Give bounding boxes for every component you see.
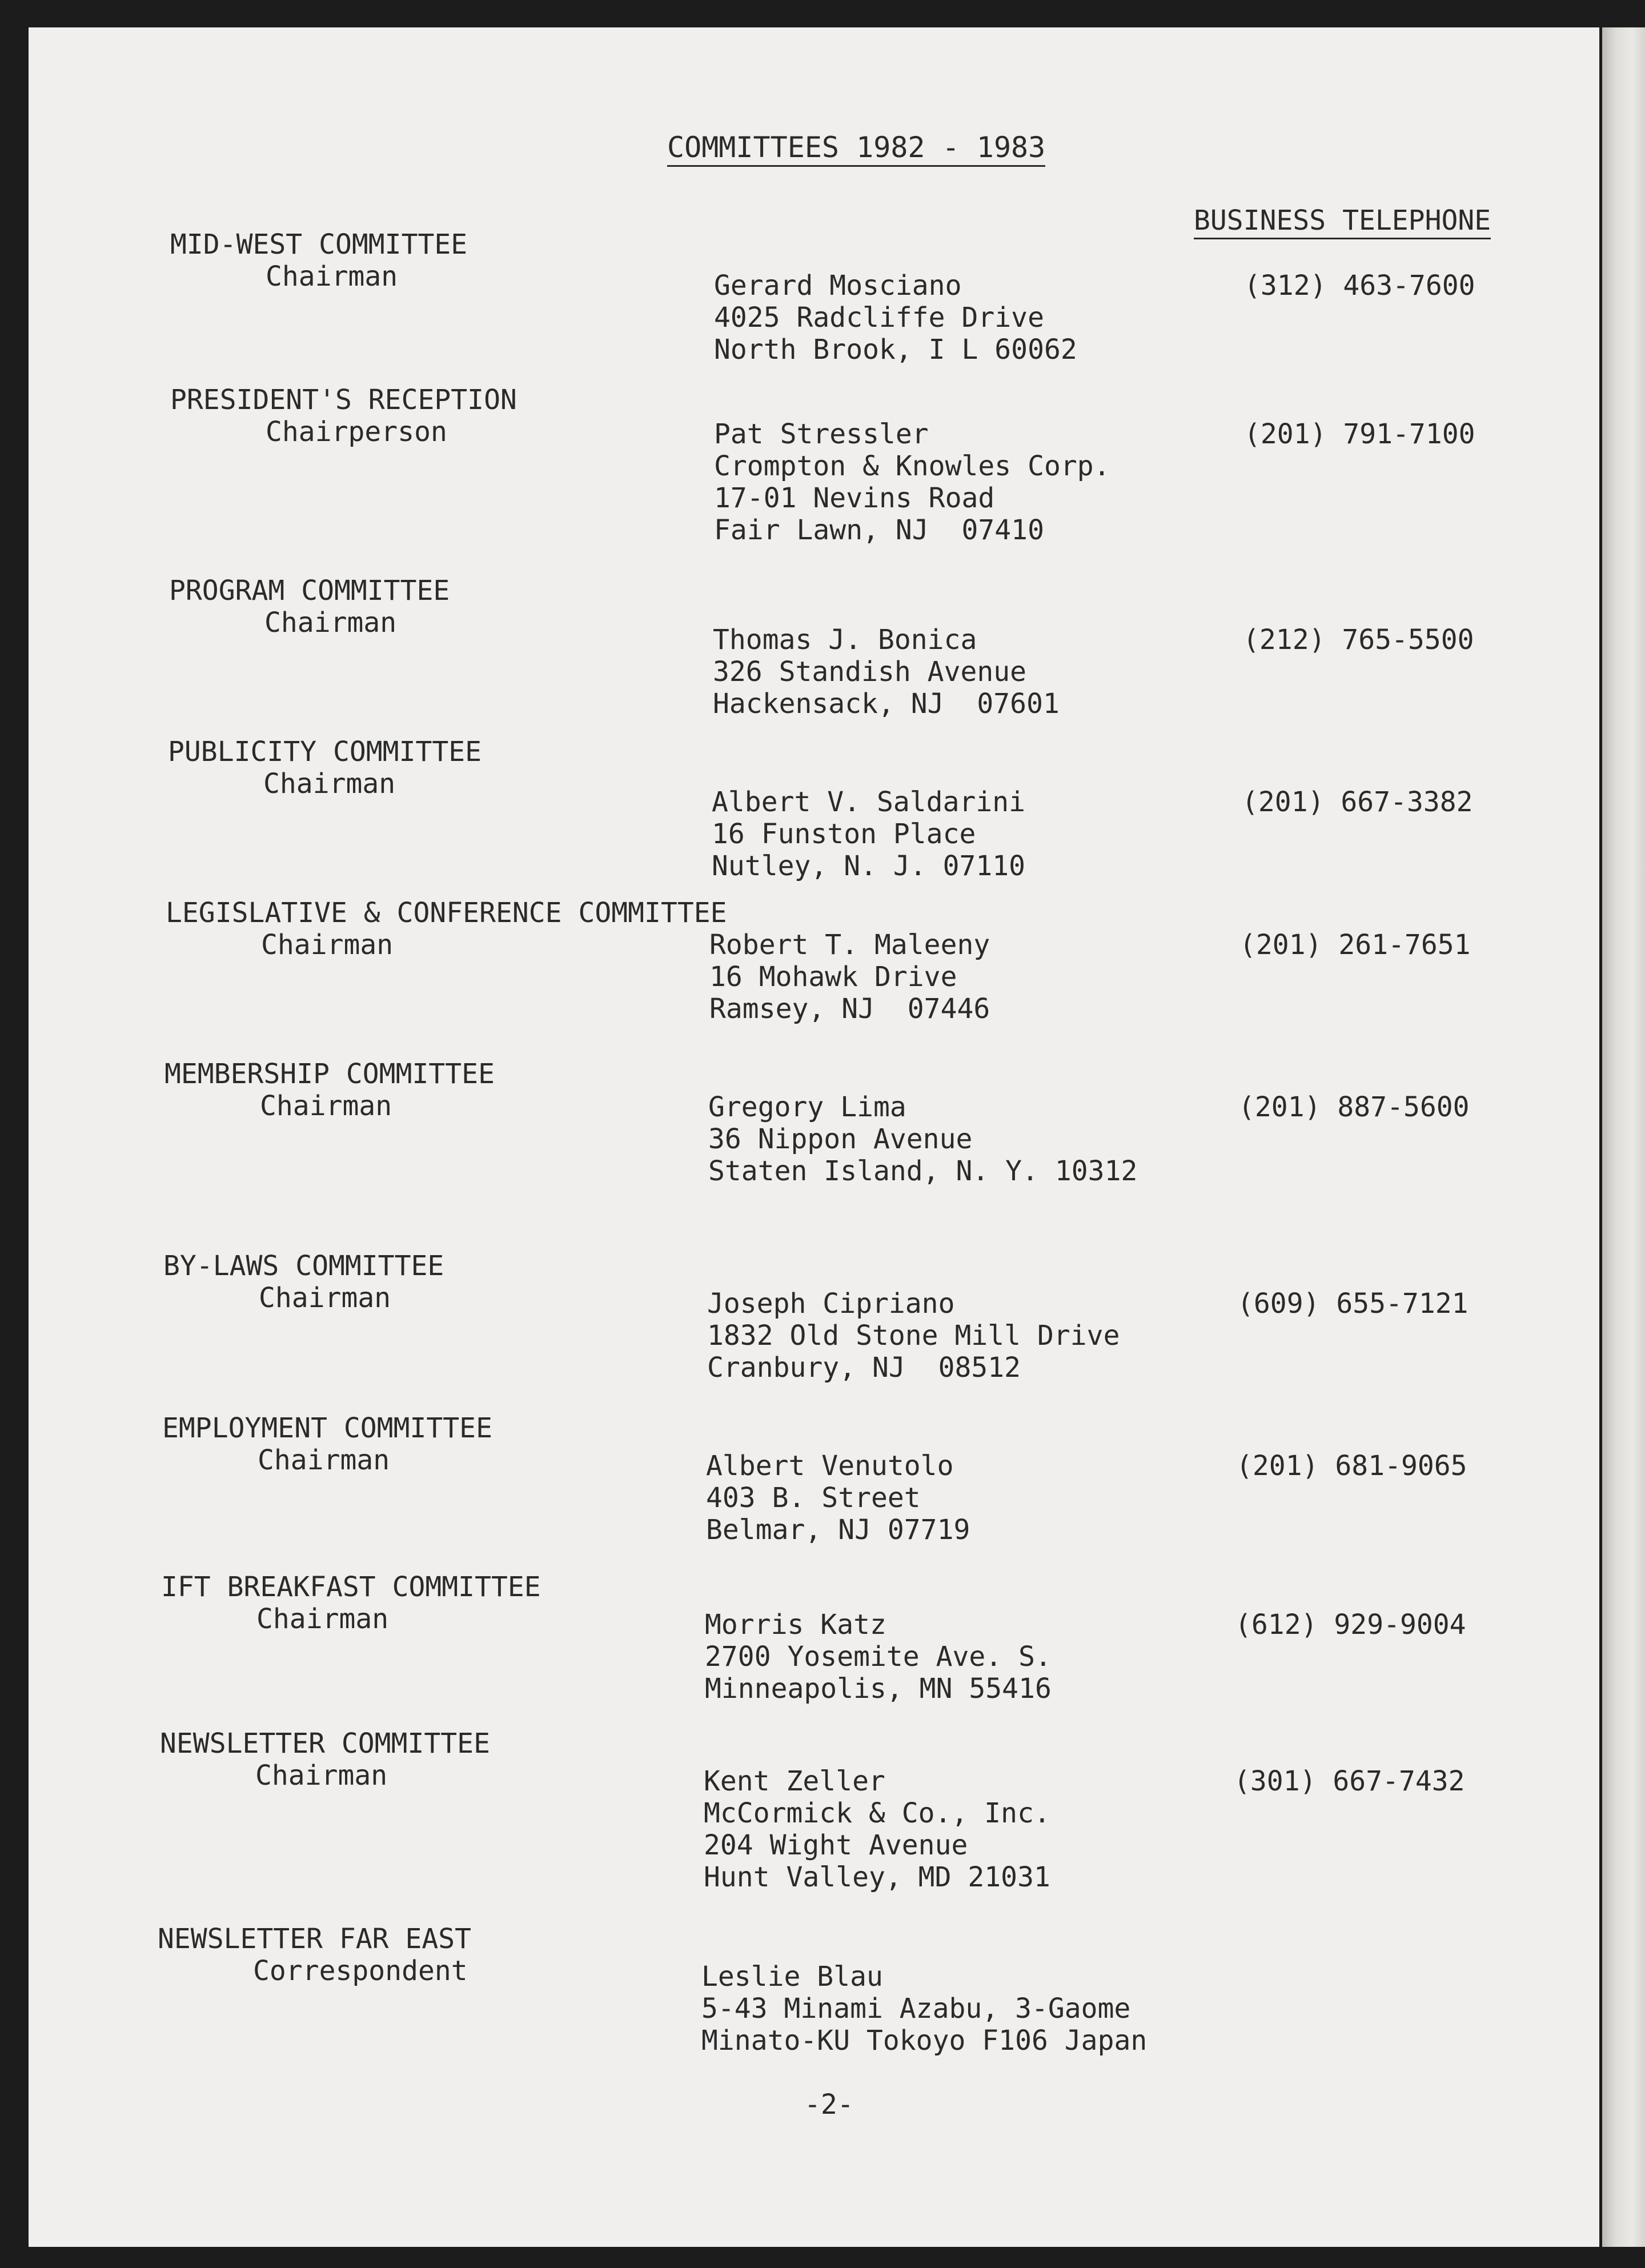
- contact-name: Kent Zeller: [704, 1765, 885, 1797]
- contact-address-line: 5-43 Minami Azabu, 3-Gaome: [701, 1993, 1131, 2025]
- committee-name: PROGRAM COMMITTEE: [169, 575, 450, 607]
- business-telephone: (201) 887-5600: [1238, 1091, 1470, 1123]
- business-telephone: (212) 765-5500: [1243, 624, 1474, 656]
- committee-name: MEMBERSHIP COMMITTEE: [164, 1058, 495, 1090]
- contact-address-line: 403 B. Street: [706, 1482, 921, 1514]
- contact-name: Albert V. Saldarini: [712, 786, 1026, 818]
- contact-address-line: North Brook, I L 60062: [714, 334, 1077, 366]
- contact-address-line: 204 Wight Avenue: [704, 1829, 968, 1861]
- contact-address-line: Nutley, N. J. 07110: [712, 850, 1026, 882]
- committee-name: NEWSLETTER FAR EAST: [158, 1923, 472, 1955]
- contact-address-line: 16 Funston Place: [712, 818, 976, 850]
- committee-name: BY-LAWS COMMITTEE: [163, 1250, 444, 1282]
- business-telephone: (201) 261-7651: [1239, 929, 1471, 961]
- committee-name: NEWSLETTER COMMITTEE: [160, 1728, 490, 1760]
- committee-role: Chairperson: [266, 416, 447, 448]
- contact-address-line: Cranbury, NJ 08512: [707, 1352, 1021, 1384]
- contact-address-line: Hackensack, NJ 07601: [713, 688, 1060, 720]
- contact-name: Joseph Cipriano: [707, 1288, 955, 1320]
- column-header-business-telephone: BUSINESS TELEPHONE: [1194, 205, 1491, 237]
- committee-role: Chairman: [266, 261, 398, 292]
- committee-name: LEGISLATIVE & CONFERENCE COMMITTEE: [166, 897, 727, 929]
- contact-address-line: 326 Standish Avenue: [713, 656, 1027, 688]
- committee-name: IFT BREAKFAST COMMITTEE: [161, 1571, 541, 1603]
- contact-address-line: Fair Lawn, NJ 07410: [714, 514, 1044, 546]
- contact-address-line: Crompton & Knowles Corp.: [714, 450, 1110, 482]
- next-page-edge: [1602, 27, 1645, 2247]
- contact-address-line: Minato-KU Tokoyo F106 Japan: [701, 2025, 1148, 2057]
- contact-address-line: 36 Nippon Avenue: [708, 1123, 973, 1155]
- committee-role: Chairman: [260, 1090, 392, 1122]
- contact-address-line: 17-01 Nevins Road: [714, 482, 995, 514]
- contact-address-line: 1832 Old Stone Mill Drive: [707, 1320, 1120, 1352]
- committee-name: PRESIDENT'S RECEPTION: [170, 384, 517, 416]
- contact-address-line: 4025 Radcliffe Drive: [714, 302, 1044, 334]
- committee-role: Chairman: [259, 1282, 391, 1314]
- committee-role: Chairman: [261, 929, 394, 961]
- contact-address-line: Ramsey, NJ 07446: [709, 993, 990, 1025]
- committee-role: Chairman: [255, 1760, 388, 1792]
- contact-address-line: Belmar, NJ 07719: [706, 1514, 970, 1546]
- contact-name: Morris Katz: [705, 1609, 886, 1641]
- contact-address-line: 2700 Yosemite Ave. S.: [705, 1641, 1052, 1673]
- business-telephone: (201) 681-9065: [1236, 1450, 1467, 1482]
- contact-name: Leslie Blau: [701, 1961, 883, 1993]
- contact-address-line: Hunt Valley, MD 21031: [704, 1861, 1050, 1893]
- business-telephone: (201) 791-7100: [1244, 418, 1475, 450]
- committee-name: MID-WEST COMMITTEE: [170, 229, 468, 261]
- contact-address-line: Minneapolis, MN 55416: [705, 1673, 1052, 1705]
- contact-name: Gregory Lima: [708, 1091, 906, 1123]
- committee-role: Chairman: [263, 768, 396, 800]
- business-telephone: (612) 929-9004: [1235, 1609, 1466, 1641]
- contact-name: Pat Stressler: [714, 418, 929, 450]
- contact-address-line: Staten Island, N. Y. 10312: [708, 1155, 1138, 1187]
- business-telephone: (301) 667-7432: [1234, 1765, 1465, 1797]
- committee-role: Chairman: [264, 607, 397, 639]
- committee-name: PUBLICITY COMMITTEE: [168, 736, 482, 768]
- contact-name: Albert Venutolo: [706, 1450, 954, 1482]
- page-title: COMMITTEES 1982 - 1983: [667, 131, 1045, 163]
- contact-name: Gerard Mosciano: [714, 270, 962, 302]
- business-telephone: (312) 463-7600: [1244, 270, 1475, 302]
- contact-address-line: 16 Mohawk Drive: [709, 961, 957, 993]
- committee-role: Chairman: [258, 1444, 390, 1476]
- contact-name: Thomas J. Bonica: [713, 624, 977, 656]
- contact-address-line: McCormick & Co., Inc.: [704, 1797, 1050, 1829]
- committee-name: EMPLOYMENT COMMITTEE: [162, 1412, 492, 1444]
- page-number: -2-: [804, 2089, 854, 2121]
- committee-role: Correspondent: [253, 1955, 468, 1987]
- contact-name: Robert T. Maleeny: [709, 929, 990, 961]
- business-telephone: (609) 655-7121: [1237, 1288, 1469, 1320]
- business-telephone: (201) 667-3382: [1242, 786, 1473, 818]
- committee-role: Chairman: [256, 1603, 389, 1635]
